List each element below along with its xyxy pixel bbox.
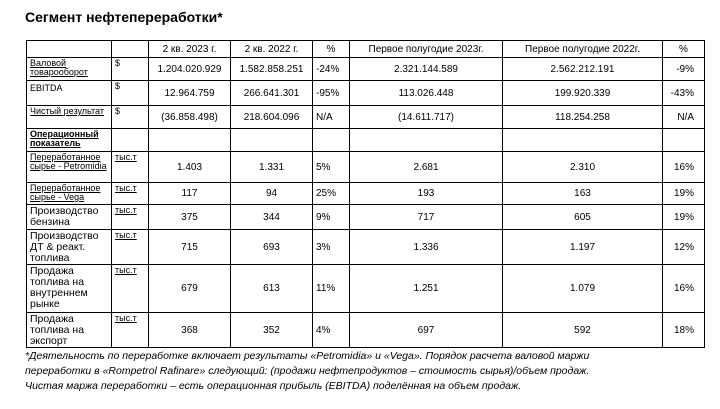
footnote-line: переработки в «Rompetrol Rafinare» следующий: (продажи нефтепродуктов – стоимость сырья)/объем продаж.: [25, 365, 590, 377]
row-unit: тыс.т: [112, 183, 149, 205]
cell-h1-2022: 2.562.212.191: [503, 58, 663, 81]
cell-pct-half: [663, 129, 705, 152]
row-label: Операционный показатель: [27, 129, 112, 152]
cell-h1-2022: 118.254.258: [503, 106, 663, 129]
cell-h1-2022: 163: [503, 183, 663, 205]
cell-h1-2022: 592: [503, 313, 663, 348]
cell-q2-2023: [149, 129, 231, 152]
table-row: [27, 106, 705, 129]
cell-pct-half: -9%: [663, 58, 705, 81]
table-row: [27, 58, 705, 81]
header-cell: 2 кв. 2023 г.: [149, 41, 231, 58]
cell-q2-2023: 679: [149, 265, 231, 313]
cell-pct-half: 16%: [663, 265, 705, 313]
table-row: [27, 152, 705, 183]
table-row: [27, 81, 705, 106]
cell-pct-half: N/A: [663, 106, 705, 129]
row-label: Переработанное сырье - Petromidia: [27, 152, 112, 183]
footnote-line: Чистая маржа переработки – есть операционная прибыль (EBITDA) поделённая на объем продаж.: [25, 380, 522, 392]
row-unit: $: [112, 106, 149, 129]
cell-pct-half: 16%: [663, 152, 705, 183]
cell-q2-2023: (36.858.498): [149, 106, 231, 129]
cell-pct-quarter: -24%: [313, 58, 350, 81]
row-unit: тыс.т: [112, 205, 149, 230]
cell-q2-2022: [231, 129, 313, 152]
cell-h1-2023: 1.251: [350, 265, 503, 313]
table-row: [27, 230, 705, 265]
page-title: Сегмент нефтепереработки*: [25, 9, 223, 25]
cell-h1-2023: 697: [350, 313, 503, 348]
cell-h1-2023: (14.611.717): [350, 106, 503, 129]
table-row: [27, 129, 705, 152]
row-unit: $: [112, 81, 149, 106]
row-unit: тыс.т: [112, 230, 149, 265]
cell-pct-half: 18%: [663, 313, 705, 348]
row-label: Валовой товарооборот: [27, 58, 112, 81]
cell-q2-2023: 117: [149, 183, 231, 205]
cell-h1-2023: 717: [350, 205, 503, 230]
table-row: [27, 183, 705, 205]
cell-h1-2022: 1.079: [503, 265, 663, 313]
table-row: [27, 265, 705, 313]
cell-q2-2023: 368: [149, 313, 231, 348]
cell-h1-2022: [503, 129, 663, 152]
cell-h1-2023: 2.321.144.589: [350, 58, 503, 81]
cell-q2-2022: 1.331: [231, 152, 313, 183]
cell-q2-2022: 94: [231, 183, 313, 205]
cell-h1-2022: 199.920.339: [503, 81, 663, 106]
cell-h1-2023: 2.681: [350, 152, 503, 183]
row-label: Переработанное сырье - Vega: [27, 183, 112, 205]
cell-pct-half: -43%: [663, 81, 705, 106]
cell-q2-2023: 1.403: [149, 152, 231, 183]
cell-q2-2022: 693: [231, 230, 313, 265]
header-cell: [27, 41, 112, 58]
cell-pct-half: 12%: [663, 230, 705, 265]
cell-h1-2023: 1.336: [350, 230, 503, 265]
cell-pct-quarter: 4%: [313, 313, 350, 348]
cell-h1-2022: 1.197: [503, 230, 663, 265]
cell-q2-2023: 715: [149, 230, 231, 265]
cell-pct-quarter: [313, 129, 350, 152]
cell-q2-2022: 613: [231, 265, 313, 313]
row-label: Продажа топлива на внутреннем рынке: [27, 265, 112, 313]
table-row: [27, 313, 705, 348]
cell-h1-2023: 113.026.448: [350, 81, 503, 106]
row-label: Производство бензина: [27, 205, 112, 230]
header-cell: %: [663, 41, 705, 58]
table-header-row: [27, 41, 705, 58]
cell-h1-2022: 605: [503, 205, 663, 230]
cell-pct-quarter: 9%: [313, 205, 350, 230]
cell-h1-2023: 193: [350, 183, 503, 205]
row-unit: тыс.т: [112, 265, 149, 313]
cell-pct-quarter: 5%: [313, 152, 350, 183]
cell-q2-2023: 12.964.759: [149, 81, 231, 106]
row-unit: $: [112, 58, 149, 81]
row-unit: тыс.т: [112, 313, 149, 348]
row-label: Производство ДТ & реакт. топлива: [27, 230, 112, 265]
footnote: [25, 349, 705, 394]
cell-q2-2022: 344: [231, 205, 313, 230]
cell-pct-half: 19%: [663, 183, 705, 205]
cell-q2-2023: 1.204.020.929: [149, 58, 231, 81]
row-unit: [112, 129, 149, 152]
header-cell: %: [313, 41, 350, 58]
refining-segment-table: [26, 40, 705, 348]
header-cell: Первое полугодие 2022г.: [503, 41, 663, 58]
cell-pct-quarter: 3%: [313, 230, 350, 265]
header-cell: [112, 41, 149, 58]
row-label: Чистый результат: [27, 106, 112, 129]
cell-h1-2023: [350, 129, 503, 152]
cell-pct-quarter: 11%: [313, 265, 350, 313]
header-cell: Первое полугодие 2023г.: [350, 41, 503, 58]
row-label: EBITDA: [27, 81, 112, 106]
cell-pct-quarter: 25%: [313, 183, 350, 205]
cell-pct-quarter: -95%: [313, 81, 350, 106]
cell-pct-half: 19%: [663, 205, 705, 230]
cell-q2-2022: 218.604.096: [231, 106, 313, 129]
cell-q2-2022: 352: [231, 313, 313, 348]
cell-pct-quarter: N/A: [313, 106, 350, 129]
footnote-line: *Деятельность по переработке включает результаты «Petromidia» и «Vega». Порядок расчета валовой маржи: [25, 350, 590, 362]
cell-q2-2022: 1.582.858.251: [231, 58, 313, 81]
cell-q2-2023: 375: [149, 205, 231, 230]
header-cell: 2 кв. 2022 г.: [231, 41, 313, 58]
cell-q2-2022: 266.641.301: [231, 81, 313, 106]
table-row: [27, 205, 705, 230]
row-unit: тыс.т: [112, 152, 149, 183]
cell-h1-2022: 2.310: [503, 152, 663, 183]
row-label: Продажа топлива на экспорт: [27, 313, 112, 348]
